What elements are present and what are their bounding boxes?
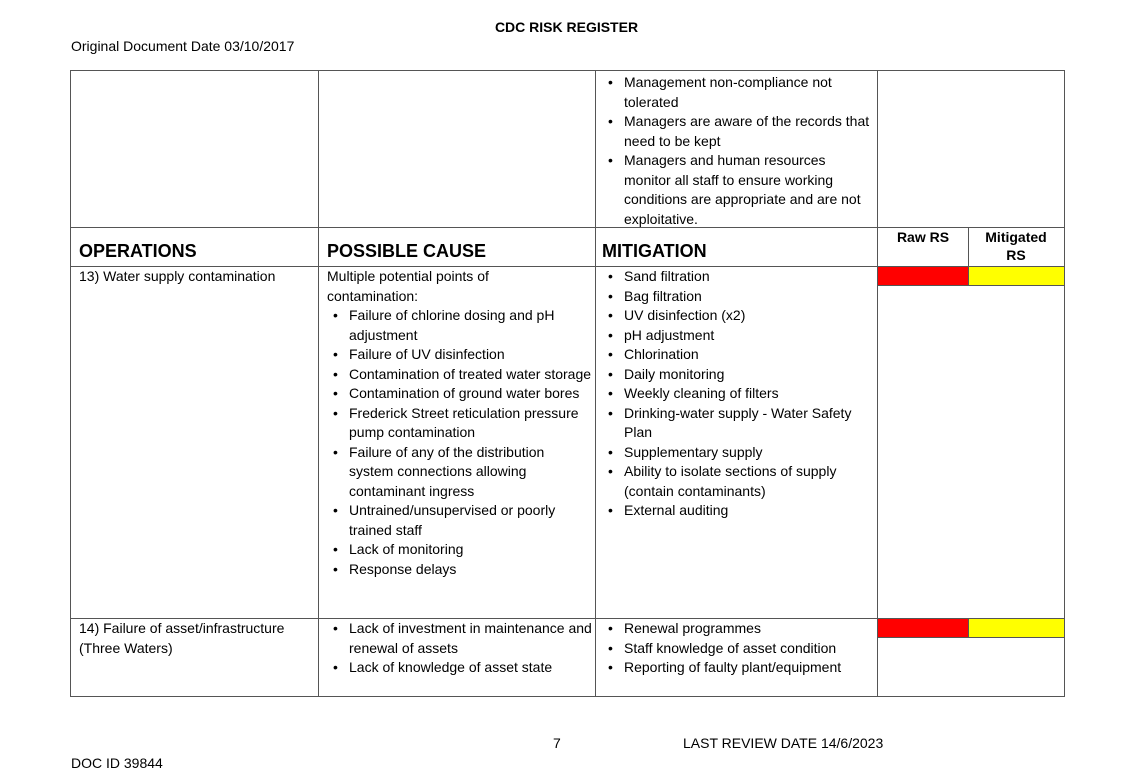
possible-cause-cell xyxy=(327,619,592,678)
mitigation-cell xyxy=(602,619,872,678)
operation-cell: 14) Failure of asset/infrastructure (Three Waters) xyxy=(79,620,285,656)
list-item: • Bag filtration xyxy=(602,287,872,307)
list-item: • Contamination of ground water bores xyxy=(327,384,592,404)
list-item: • Untrained/unsupervised or poorly trained staff xyxy=(327,501,592,540)
document-id: DOC ID 39844 xyxy=(71,755,163,771)
operation-cell: 13) Water supply contamination xyxy=(79,268,276,284)
list-item: • Managers and human resources monitor all staff to ensure working conditions are appropriate and are not exploitative. xyxy=(602,151,874,229)
list-item: • Weekly cleaning of filters xyxy=(602,384,872,404)
column-header-raw-rs: Raw RS xyxy=(896,229,950,245)
risk-register-table xyxy=(70,70,1065,697)
list-item: • Ability to isolate sections of supply (contain contaminants) xyxy=(602,462,872,501)
mitigation-cell xyxy=(602,267,872,521)
list-item: • Reporting of faulty plant/equipment xyxy=(602,658,872,678)
possible-cause-cell xyxy=(327,267,592,579)
list-item: • Management non-compliance not tolerated xyxy=(602,73,874,112)
column-header-operations: OPERATIONS xyxy=(79,242,197,261)
list-item: • Failure of any of the distribution system connections allowing contaminant ingress xyxy=(327,443,592,502)
mitigated-rs-indicator xyxy=(968,266,1065,286)
list-item: • Frederick Street reticulation pressure pump contamination xyxy=(327,404,592,443)
list-item: • UV disinfection (x2) xyxy=(602,306,872,326)
list-item: • Daily monitoring xyxy=(602,365,872,385)
continued-mitigation-cell xyxy=(602,73,874,229)
document-title: CDC RISK REGISTER xyxy=(494,19,639,35)
column-header-mitigation: MITIGATION xyxy=(602,242,707,261)
list-item: • Lack of monitoring xyxy=(327,540,592,560)
list-item: • Failure of chlorine dosing and pH adjustment xyxy=(327,306,592,345)
list-item: • Failure of UV disinfection xyxy=(327,345,592,365)
list-item: • Chlorination xyxy=(602,345,872,365)
list-item: • Managers are aware of the records that need to be kept xyxy=(602,112,874,151)
list-item: • Sand filtration xyxy=(602,267,872,287)
cause-intro: Multiple potential points of contamination: xyxy=(327,268,489,304)
list-item: • Response delays xyxy=(327,560,592,580)
column-divider xyxy=(318,70,319,697)
list-item: • pH adjustment xyxy=(602,326,872,346)
list-item: • Supplementary supply xyxy=(602,443,872,463)
mitigated-rs-indicator xyxy=(968,618,1065,638)
page-number: 7 xyxy=(553,735,561,751)
raw-rs-indicator xyxy=(877,618,969,638)
column-divider xyxy=(877,70,878,697)
list-item: • Staff knowledge of asset condition xyxy=(602,639,872,659)
list-item: • Lack of investment in maintenance and renewal of assets xyxy=(327,619,592,658)
column-header-mitigated-rs: Mitigated RS xyxy=(985,229,1047,263)
original-document-date: Original Document Date 03/10/2017 xyxy=(71,38,295,54)
list-item: • Contamination of treated water storage xyxy=(327,365,592,385)
column-header-possible-cause: POSSIBLE CAUSE xyxy=(327,242,487,261)
raw-rs-indicator xyxy=(877,266,969,286)
list-item: • External auditing xyxy=(602,501,872,521)
last-review-date: LAST REVIEW DATE 14/6/2023 xyxy=(683,735,884,751)
list-item: • Lack of knowledge of asset state xyxy=(327,658,592,678)
list-item: • Renewal programmes xyxy=(602,619,872,639)
list-item: • Drinking-water supply - Water Safety Plan xyxy=(602,404,872,443)
column-divider xyxy=(595,70,596,697)
